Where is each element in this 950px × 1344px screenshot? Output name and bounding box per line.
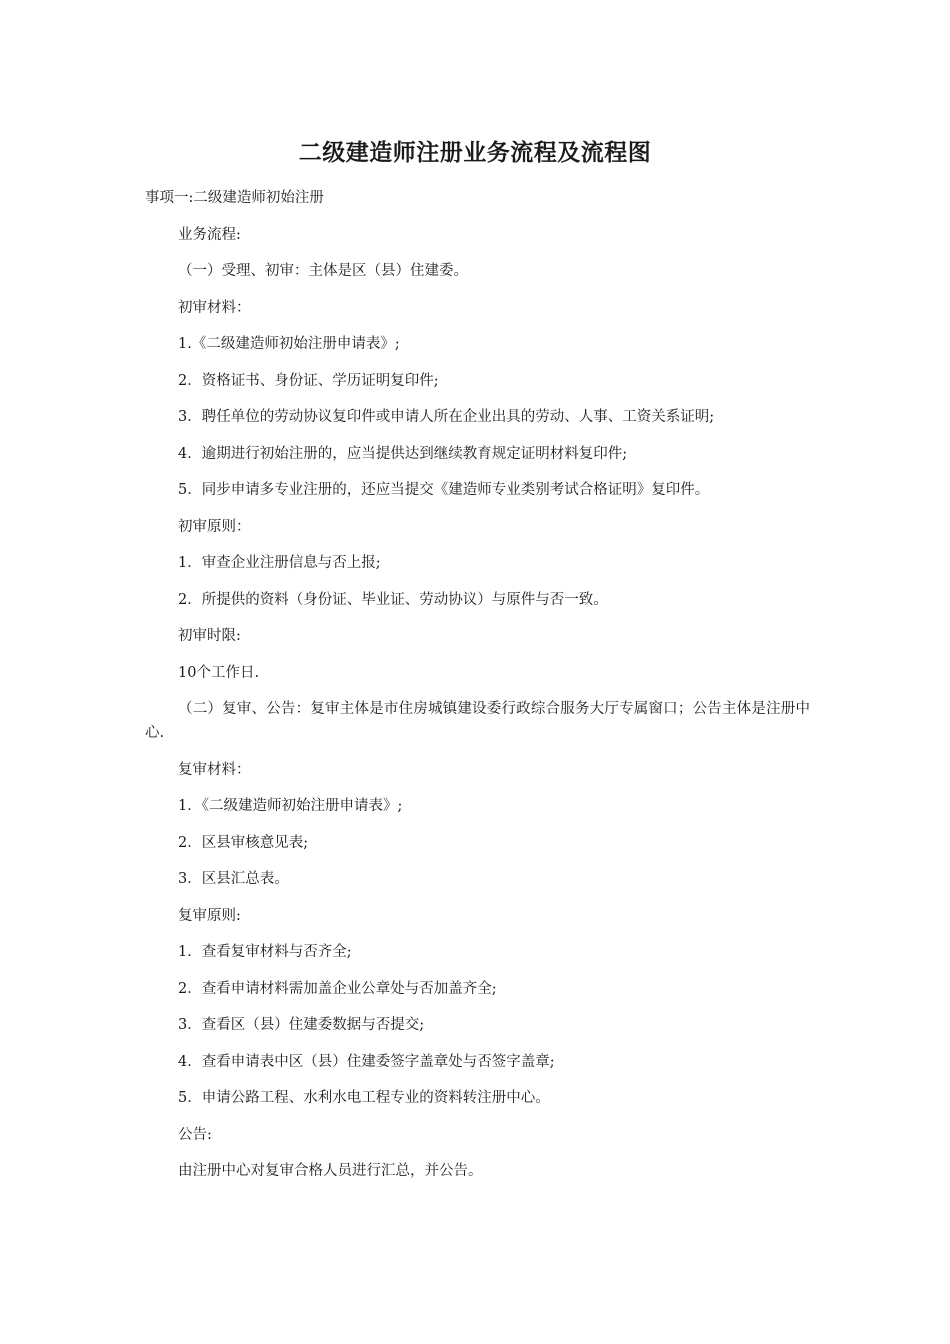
list-item: 3．查看区（县）住建委数据与否提交; [178,1017,425,1033]
document-body [145,186,810,1196]
list-item: 1.《二级建造师初始注册申请表》; [178,336,400,352]
list-item: 1．《二级建造师初始注册申请表》; [178,798,403,814]
step1-heading: （一）受理、初审：主体是区（县）住建委。 [178,263,468,279]
step1-materials-label: 初审材料： [178,299,251,316]
process-label: 业务流程: [178,226,241,243]
list-item: 2．所提供的资料（身份证、毕业证、劳动协议）与原件与否一致。 [178,591,608,608]
page-title: 二级建造师注册业务流程及流程图 [298,140,652,166]
list-item: 1．审查企业注册信息与否上报; [178,555,381,571]
step2-materials-label: 复审材料： [178,761,251,778]
list-item: 2．资格证书、身份证、学历证明复印件; [178,372,439,389]
list-item: 3．区县汇总表。 [178,871,289,887]
step2-heading: （二）复审、公告：复审主体是市住房城镇建设委行政综合服务大厅专属窗口；公告主体是注册中心. [145,701,810,741]
item-heading: 事项一:二级建造师初始注册 [145,190,324,206]
step2-principles-label: 复审原则: [178,907,241,924]
list-item: 1．查看复审材料与否齐全; [178,944,352,960]
step2-notice-text: 由注册中心对复审合格人员进行汇总，并公告。 [178,1163,483,1179]
list-item: 4．查看申请表中区（县）住建委签字盖章处与否签字盖章; [178,1053,555,1070]
step1-principles-label: 初审原则： [178,518,251,535]
list-item: 3．聘任单位的劳动协议复印件或申请人所在企业出具的劳动、人事、工资关系证明; [178,409,715,425]
list-item: 5．同步申请多专业注册的，还应当提交《建造师专业类别考试合格证明》复印件。 [178,482,710,498]
list-item: 2．区县审核意见表; [178,834,309,851]
step1-timelimit-label: 初审时限: [178,628,241,644]
list-item: 5．申请公路工程、水利水电工程专业的资料转注册中心。 [178,1090,550,1106]
list-item: 2．查看申请材料需加盖企业公章处与否加盖齐全; [178,980,497,997]
step2-notice-label: 公告: [178,1126,212,1143]
step1-timelimit-value: 10个工作日. [178,664,260,681]
list-item: 4．逾期进行初始注册的，应当提供达到继续教育规定证明材料复印件; [178,445,628,462]
